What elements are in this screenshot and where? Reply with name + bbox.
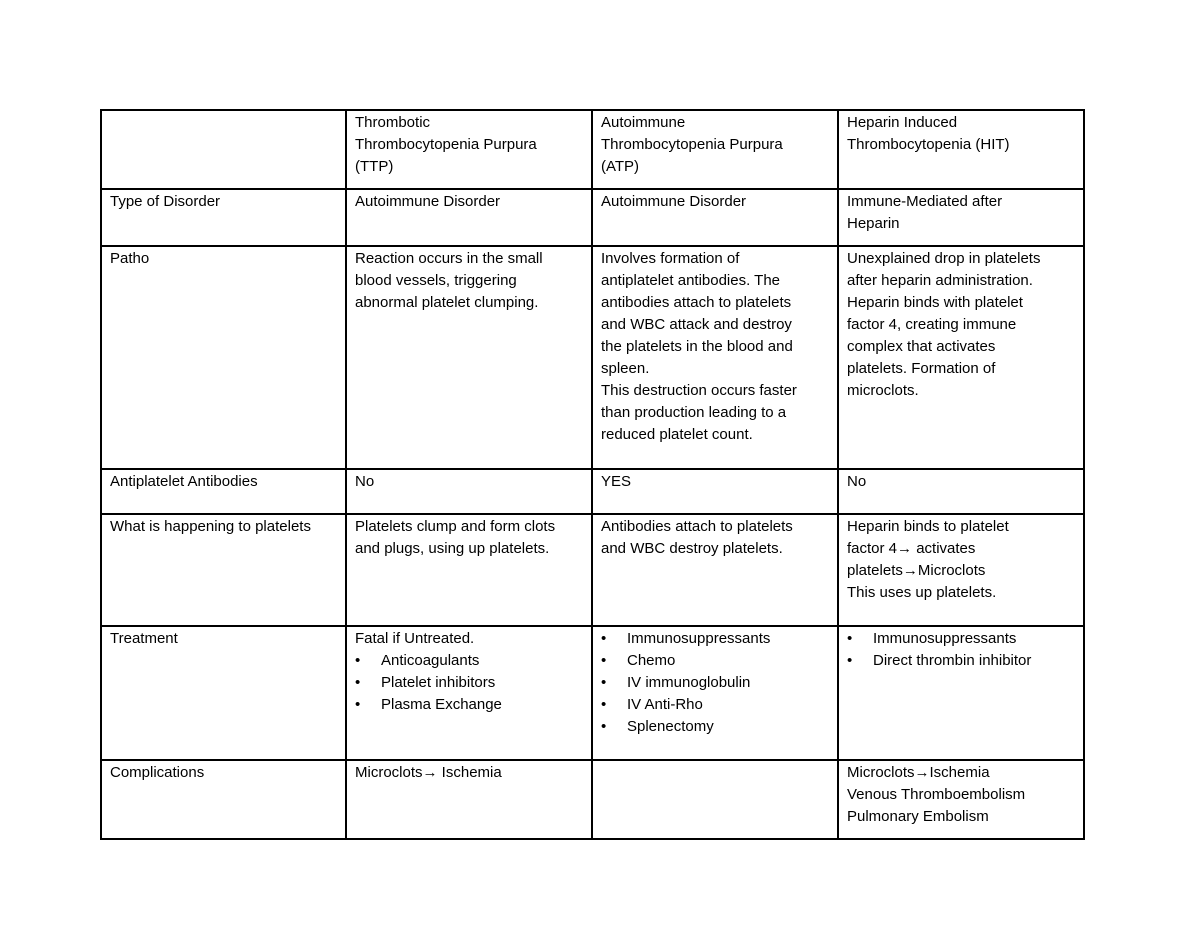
atp-patho-line: antibodies attach to platelets xyxy=(601,294,792,311)
header-ttp-line: Thrombotic xyxy=(355,114,431,131)
atp-patho-line: than production leading to a xyxy=(601,404,787,421)
atp-patho-line: Involves formation of xyxy=(601,250,740,267)
row-label: Treatment xyxy=(101,626,346,760)
ttp-complications-text: Microclots xyxy=(355,764,423,781)
hit-patho-line: microclots. xyxy=(847,382,919,399)
table-row-type-of-disorder xyxy=(101,189,1084,246)
hit-complications-text: Microclots xyxy=(847,764,915,781)
list-item: • Direct thrombin inhibitor xyxy=(847,650,1076,672)
hit-patho-line: platelets. Formation of xyxy=(847,360,996,377)
hit-patho-line: Heparin binds with platelet xyxy=(847,294,1023,311)
hit-treatment-cell xyxy=(838,626,1084,760)
row-label: Type of Disorder xyxy=(101,189,346,246)
ttp-platelets-cell xyxy=(346,514,592,626)
ttp-patho-line: Reaction occurs in the small xyxy=(355,250,543,267)
atp-treatment-cell xyxy=(592,626,838,760)
header-ttp-line: Thrombocytopenia Purpura xyxy=(355,136,537,153)
hit-complications-line: Venous Thromboembolism xyxy=(847,786,1026,803)
hit-treatment-list xyxy=(847,628,1076,672)
ttp-patho-line: blood vessels, triggering xyxy=(355,272,517,289)
atp-antibodies-cell: YES xyxy=(592,469,838,514)
table-row-complications xyxy=(101,760,1084,839)
ttp-complications-text: Ischemia xyxy=(437,764,502,781)
atp-patho-line: and WBC attack and destroy xyxy=(601,316,792,333)
hit-type-cell xyxy=(838,189,1084,246)
row-label: Antiplatelet Antibodies xyxy=(101,469,346,514)
hit-platelets-cell xyxy=(838,514,1084,626)
comparison-table xyxy=(100,109,1085,840)
ttp-complications-cell xyxy=(346,760,592,839)
atp-patho-line: antiplatelet antibodies. The xyxy=(601,272,781,289)
hit-platelets-line xyxy=(847,538,1076,560)
ttp-platelets-line: and plugs, using up platelets. xyxy=(355,540,550,557)
list-item: • Immunosuppressants xyxy=(601,628,830,650)
hit-platelets-text: activates xyxy=(912,540,976,557)
arrow-right-icon: → xyxy=(914,764,930,781)
atp-patho-line: the platelets in the blood and xyxy=(601,338,793,355)
arrow-right-icon: → xyxy=(422,764,438,781)
ttp-patho-line: abnormal platelet clumping. xyxy=(355,294,539,311)
row-label: Patho xyxy=(101,246,346,469)
hit-complications-cell xyxy=(838,760,1084,839)
header-atp-line: Thrombocytopenia Purpura xyxy=(601,136,783,153)
header-blank-cell xyxy=(101,110,346,189)
row-label: What is happening to platelets xyxy=(101,514,346,626)
atp-platelets-line: Antibodies attach to platelets xyxy=(601,518,793,535)
ttp-type-cell: Autoimmune Disorder xyxy=(346,189,592,246)
hit-complications-line xyxy=(847,762,1076,784)
atp-platelets-line: and WBC destroy platelets. xyxy=(601,540,783,557)
ttp-patho-cell xyxy=(346,246,592,469)
list-item: • Immunosuppressants xyxy=(847,628,1076,650)
list-item: • Splenectomy xyxy=(601,716,830,738)
atp-type-cell: Autoimmune Disorder xyxy=(592,189,838,246)
header-atp-line: (ATP) xyxy=(601,158,640,175)
table-row-treatment xyxy=(101,626,1084,760)
ttp-antibodies-cell: No xyxy=(346,469,592,514)
hit-patho-line: after heparin administration. xyxy=(847,272,1033,289)
ttp-complications-line xyxy=(355,762,584,784)
header-atp-cell xyxy=(592,110,838,189)
row-label: Complications xyxy=(101,760,346,839)
hit-type-line: Immune-Mediated after xyxy=(847,193,1003,210)
hit-antibodies-cell: No xyxy=(838,469,1084,514)
hit-patho-line: Unexplained drop in platelets xyxy=(847,250,1041,267)
header-hit-line: Heparin Induced xyxy=(847,114,958,131)
hit-complications-line: Pulmonary Embolism xyxy=(847,808,989,825)
atp-treatment-list xyxy=(601,628,830,738)
atp-patho-cell xyxy=(592,246,838,469)
list-item: • Anticoagulants xyxy=(355,650,584,672)
table-header-row xyxy=(101,110,1084,189)
atp-platelets-cell xyxy=(592,514,838,626)
header-atp-line: Autoimmune xyxy=(601,114,686,131)
hit-platelets-text: Microclots xyxy=(917,562,986,579)
list-item: • Chemo xyxy=(601,650,830,672)
atp-complications-cell xyxy=(592,760,838,839)
atp-patho-line: spleen. xyxy=(601,360,650,377)
hit-complications-text: Ischemia xyxy=(929,764,990,781)
list-item: • Plasma Exchange xyxy=(355,694,584,716)
header-ttp-cell xyxy=(346,110,592,189)
header-ttp-line: (TTP) xyxy=(355,158,394,175)
hit-platelets-text: factor 4 xyxy=(847,540,898,557)
list-item: • IV Anti-Rho xyxy=(601,694,830,716)
ttp-platelets-line: Platelets clump and form clots xyxy=(355,518,556,535)
table-row-platelets xyxy=(101,514,1084,626)
hit-type-line: Heparin xyxy=(847,215,900,232)
table-row-antiplatelet-antibodies xyxy=(101,469,1084,514)
hit-patho-cell xyxy=(838,246,1084,469)
arrow-right-icon: → xyxy=(902,562,918,579)
list-item: • IV immunoglobulin xyxy=(601,672,830,694)
ttp-treatment-intro: Fatal if Untreated. xyxy=(355,630,475,647)
hit-platelets-line: Heparin binds to platelet xyxy=(847,518,1009,535)
ttp-treatment-cell xyxy=(346,626,592,760)
hit-platelets-text: platelets xyxy=(847,562,903,579)
ttp-treatment-list xyxy=(355,650,584,716)
arrow-right-icon: → xyxy=(897,540,913,557)
list-item: • Platelet inhibitors xyxy=(355,672,584,694)
hit-patho-line: complex that activates xyxy=(847,338,996,355)
atp-patho-line: reduced platelet count. xyxy=(601,426,753,443)
table-row-patho xyxy=(101,246,1084,469)
hit-platelets-line: This uses up platelets. xyxy=(847,584,997,601)
header-hit-cell xyxy=(838,110,1084,189)
header-hit-line: Thrombocytopenia (HIT) xyxy=(847,136,1010,153)
hit-platelets-line xyxy=(847,560,1076,582)
hit-patho-line: factor 4, creating immune xyxy=(847,316,1017,333)
atp-patho-line: This destruction occurs faster xyxy=(601,382,797,399)
